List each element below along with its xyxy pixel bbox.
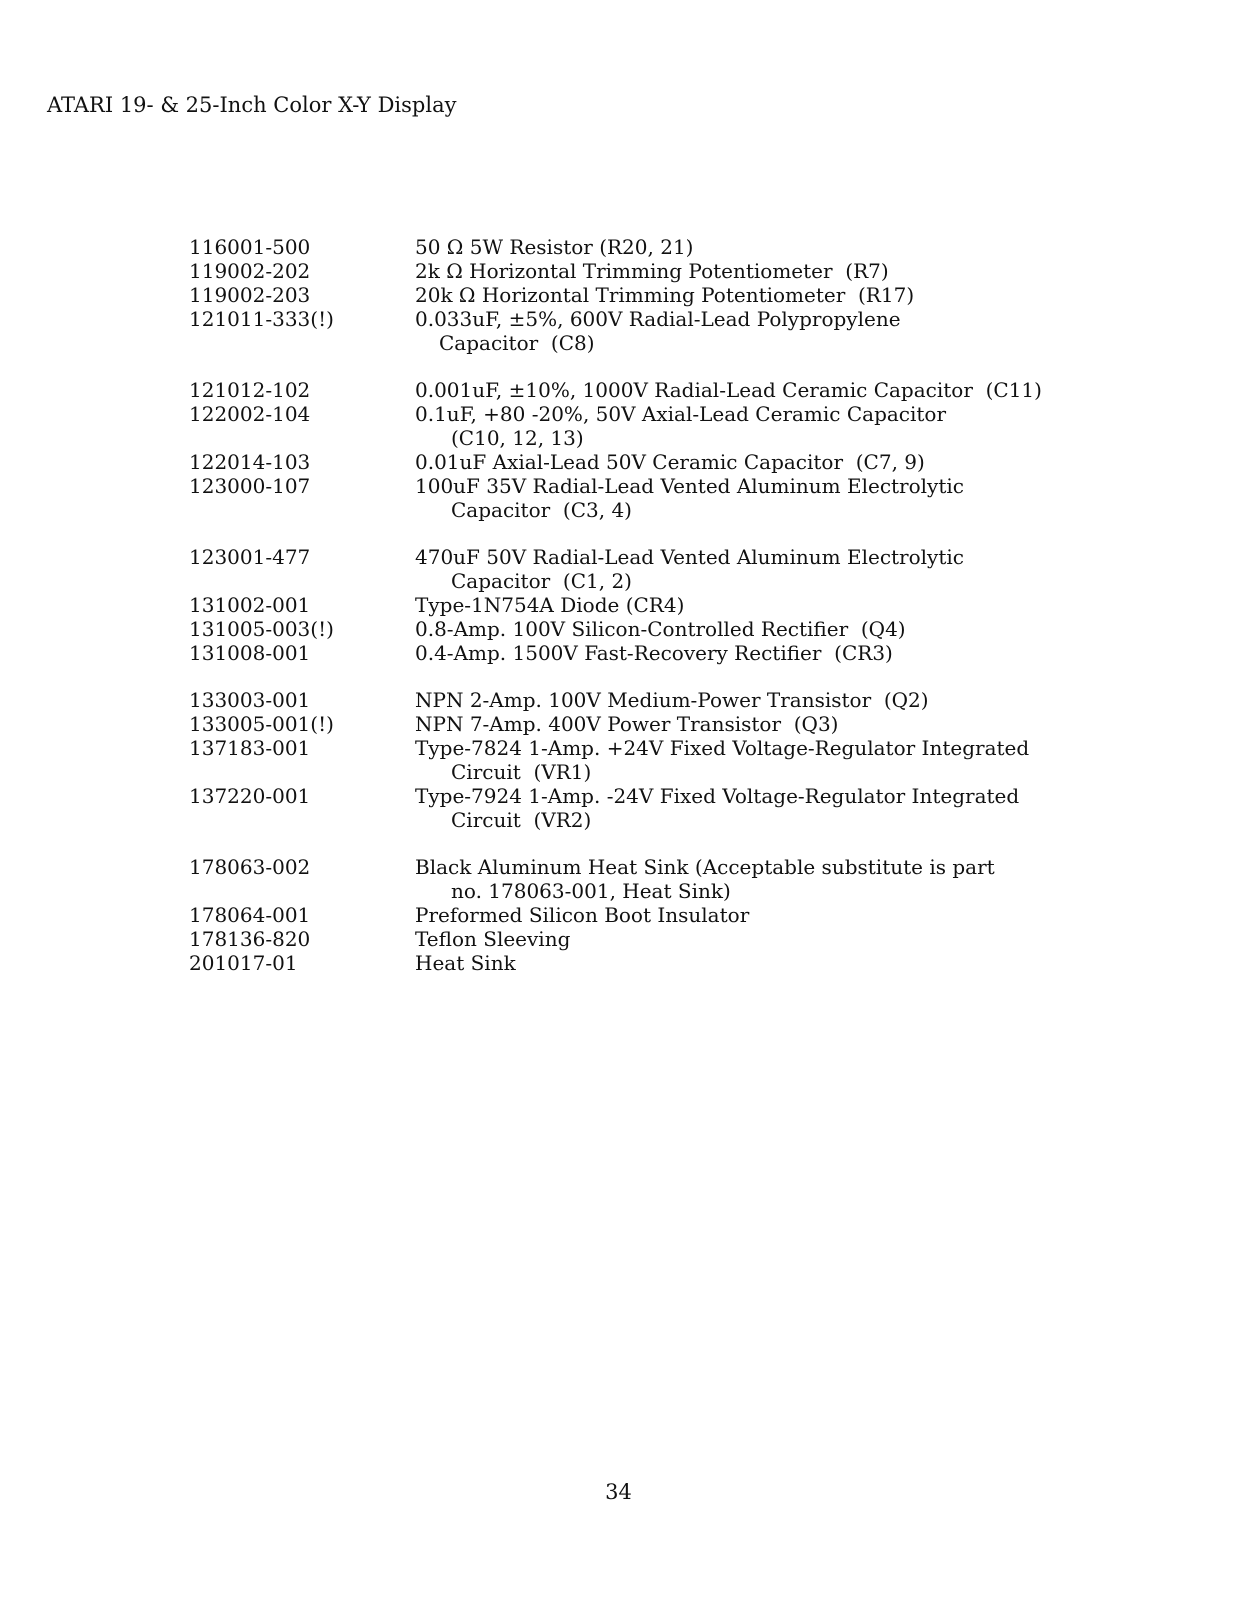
- part-description: [415, 903, 1189, 927]
- description-line: 0.001uF, ±10%, 1000V Radial-Lead Ceramic Capacitor (C11): [415, 378, 1042, 402]
- description-line: Type-7924 1-Amp. -24V Fixed Voltage-Regulator Integrated: [415, 784, 1020, 808]
- description-continuation: Capacitor (C1, 2): [451, 569, 632, 593]
- part-row: [189, 903, 1189, 927]
- part-row: [189, 951, 1189, 975]
- description-line: Teflon Sleeving: [415, 927, 571, 951]
- part-row: [189, 617, 1189, 641]
- description-line: 2k Ω Horizontal Trimming Potentiometer (R7): [415, 259, 889, 283]
- parts-list: [189, 235, 1189, 975]
- part-description: [415, 641, 1189, 665]
- part-row: [189, 307, 1189, 355]
- part-description: [415, 927, 1189, 951]
- part-number: 178136-820: [189, 927, 311, 951]
- description-continuation: (C10, 12, 13): [451, 426, 584, 450]
- part-number: 119002-202: [189, 259, 311, 283]
- description-line: NPN 7-Amp. 400V Power Transistor (Q3): [415, 712, 839, 736]
- part-row: [189, 474, 1189, 522]
- part-number: 116001-500: [189, 235, 311, 259]
- part-row: [189, 235, 1189, 259]
- part-row: [189, 641, 1189, 665]
- part-number: 123001-477: [189, 545, 311, 569]
- part-description: [415, 617, 1189, 641]
- part-number: 122014-103: [189, 450, 311, 474]
- group-spacer: [189, 522, 1189, 545]
- description-line: 0.4-Amp. 1500V Fast-Recovery Rectifier (CR3): [415, 641, 893, 665]
- part-description: [415, 307, 1189, 355]
- part-number: 137220-001: [189, 784, 311, 808]
- description-line: Black Aluminum Heat Sink (Acceptable substitute is part: [415, 855, 995, 879]
- description-line: Preformed Silicon Boot Insulator: [415, 903, 750, 927]
- part-row: [189, 259, 1189, 283]
- part-number: 119002-203: [189, 283, 311, 307]
- part-number: 133003-001: [189, 688, 311, 712]
- description-line: 0.01uF Axial-Lead 50V Ceramic Capacitor (C7, 9): [415, 450, 925, 474]
- description-continuation: Capacitor (C8): [439, 331, 595, 355]
- part-number: 123000-107: [189, 474, 311, 498]
- part-row: [189, 927, 1189, 951]
- part-description: [415, 474, 1189, 522]
- page-number: 34: [605, 1480, 632, 1504]
- description-line: Type-1N754A Diode (CR4): [415, 593, 685, 617]
- part-number: 131008-001: [189, 641, 311, 665]
- description-continuation: no. 178063-001, Heat Sink): [451, 879, 731, 903]
- part-number: 131002-001: [189, 593, 311, 617]
- part-description: [415, 784, 1189, 832]
- part-description: [415, 402, 1189, 450]
- part-description: [415, 855, 1189, 903]
- part-number: 137183-001: [189, 736, 311, 760]
- part-row: [189, 450, 1189, 474]
- description-line: 0.8-Amp. 100V Silicon-Controlled Rectifier (Q4): [415, 617, 906, 641]
- description-line: 0.033uF, ±5%, 600V Radial-Lead Polypropylene: [415, 307, 901, 331]
- description-line: 100uF 35V Radial-Lead Vented Aluminum Electrolytic: [415, 474, 964, 498]
- part-row: [189, 402, 1189, 450]
- part-description: [415, 736, 1189, 784]
- part-description: [415, 593, 1189, 617]
- part-number: 131005-003(!): [189, 617, 334, 641]
- part-row: [189, 283, 1189, 307]
- part-number: 178064-001: [189, 903, 311, 927]
- part-row: [189, 712, 1189, 736]
- description-continuation: Capacitor (C3, 4): [451, 498, 632, 522]
- part-description: [415, 283, 1189, 307]
- part-number: 133005-001(!): [189, 712, 334, 736]
- description-line: 470uF 50V Radial-Lead Vented Aluminum Electrolytic: [415, 545, 964, 569]
- part-row: [189, 736, 1189, 784]
- description-line: Type-7824 1-Amp. +24V Fixed Voltage-Regulator Integrated: [415, 736, 1030, 760]
- part-description: [415, 259, 1189, 283]
- part-description: [415, 951, 1189, 975]
- part-description: [415, 712, 1189, 736]
- page-header: ATARI 19- & 25-Inch Color X-Y Display: [47, 93, 457, 117]
- description-line: 20k Ω Horizontal Trimming Potentiometer (R17): [415, 283, 915, 307]
- part-row: [189, 593, 1189, 617]
- part-description: [415, 378, 1189, 402]
- part-number: 121012-102: [189, 378, 311, 402]
- part-row: [189, 378, 1189, 402]
- description-line: NPN 2-Amp. 100V Medium-Power Transistor (Q2): [415, 688, 929, 712]
- description-continuation: Circuit (VR1): [451, 760, 592, 784]
- part-number: 121011-333(!): [189, 307, 334, 331]
- part-row: [189, 784, 1189, 832]
- group-spacer: [189, 832, 1189, 855]
- part-description: [415, 235, 1189, 259]
- description-line: 0.1uF, +80 -20%, 50V Axial-Lead Ceramic Capacitor: [415, 402, 947, 426]
- part-row: [189, 545, 1189, 593]
- group-spacer: [189, 665, 1189, 688]
- group-spacer: [189, 355, 1189, 378]
- description-line: Heat Sink: [415, 951, 516, 975]
- part-description: [415, 688, 1189, 712]
- description-line: 50 Ω 5W Resistor (R20, 21): [415, 235, 694, 259]
- part-number: 201017-01: [189, 951, 298, 975]
- part-number: 178063-002: [189, 855, 311, 879]
- part-description: [415, 450, 1189, 474]
- part-row: [189, 688, 1189, 712]
- description-continuation: Circuit (VR2): [451, 808, 592, 832]
- part-description: [415, 545, 1189, 593]
- part-row: [189, 855, 1189, 903]
- part-number: 122002-104: [189, 402, 311, 426]
